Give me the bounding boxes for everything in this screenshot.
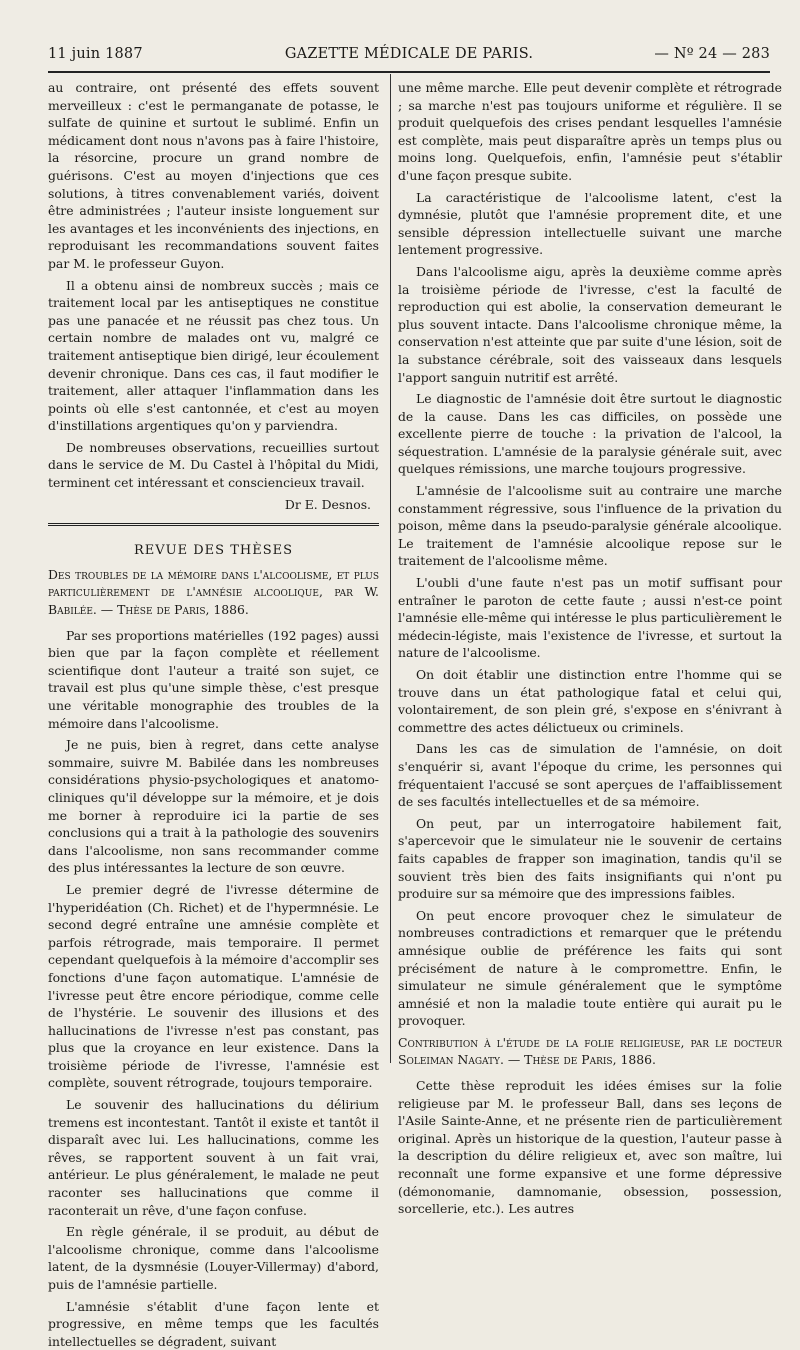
header-page-number: — Nº 24 — 283 <box>654 46 770 62</box>
column-divider <box>390 74 391 1063</box>
paragraph: La caractéristique de l'alcoolisme latent, c'est la dymnésie, plutôt que l'amnésie proprement dite, et une sensible dépression intellectuelle suivant une marche lentement progressive. <box>398 189 782 258</box>
header-date: 11 juin 1887 <box>48 46 143 62</box>
paragraph: Dans les cas de simulation de l'amnésie, on doit s'enquérir si, avant l'époque du crime, les personnes qui fréquentaient l'accusé se sont aperçues de l'affaiblissement de ses facultés intellectuelles et de sa mémoire. <box>398 741 782 810</box>
section-divider <box>48 523 379 526</box>
header-rule <box>48 71 770 73</box>
paragraph: Par ses proportions matérielles (192 pages) aussi bien que par la façon complète et réellement scientifique dont l'auteur a traité son sujet, ce travail est plus qu'une simple thèse, c'est presque une véritable monographie des troubles de la mémoire dans l'alcoolisme. <box>48 627 379 731</box>
paragraph: On peut encore provoquer chez le simulateur de nombreuses contradictions et remarquer que le prétendu amnésique oublie de préférence les faits qui sont précisément de nature à le compromettre. Enfin, le simulateur ne simule généralement que le symptôme amnésié et non la maladie toute entière qui aurait pu le provoquer. <box>398 907 782 1029</box>
paragraph: Je ne puis, bien à regret, dans cette analyse sommaire, suivre M. Babilée dans les nombreuses considérations physio-psychologiques et anatomo-cliniques qu'il développe sur la mémoire, et je dois me borner à reproduire ici la partie de ses conclusions qui a trait à la pathologie des souvenirs dans l'alcoolisme, non sans recommander comme des plus intéressantes la lecture de son œuvre. <box>48 737 379 876</box>
thesis-heading: Contribution à l'étude de la folie religieuse, par le docteur Soleiman Nagaty. — Thèse de Paris, 1886. <box>398 1034 782 1068</box>
paragraph: au contraire, ont présenté des effets souvent merveilleux : c'est le permanganate de potasse, le sulfate de quinine et surtout le sublimé. Enfin un médicament dont nous n'avons pas à faire l'histoire, la résorcine, procure un grand nombre de guérisons. C'est au moyen d'injections que ces solutions, à titres convenablement variés, doivent être administrées ; l'auteur insiste longuement sur les avantages et les inconvénients des injections, en reproduisant les recommandations souvent faites par M. le professeur Guyon. <box>48 80 379 271</box>
paragraph: Le diagnostic de l'amnésie doit être surtout le diagnostic de la cause. Dans les cas difficiles, on possède une excellente pierre de touche : la privation de l'alcool, la séquestration. L'amnésie de la paralysie générale suit, avec quelques rémissions, une marche toujours progressive. <box>398 391 782 477</box>
paragraph: Le premier degré de l'ivresse détermine de l'hyperidéation (Ch. Richet) et de l'hypermnésie. Le second degré entraîne une amnésie complète et parfois rétrograde, mais temporaire. Il permet cependant quelquefois à la mémoire d'accomplir ses fonctions d'une façon automatique. L'amnésie de l'ivresse peut être encore périodique, comme celle de l'hystérie. Le souvenir des illusions et des hallucinations de l'ivresse n'est pas constant, pas plus que la croyance en leur existence. Dans la troisième période de l'ivresse, l'amnésie est complète, souvent rétrograde, toujours temporaire. <box>48 881 379 1091</box>
paragraph: L'amnésie s'établit d'une façon lente et progressive, en même temps que les facultés intellectuelles se dégradent, suivant <box>48 1298 379 1349</box>
paragraph: On doit établir une distinction entre l'homme qui se trouve dans un état pathologique fatal et celui qui, volontairement, de son plein gré, s'expose en s'énivrant à commettre des actes délictueux ou criminels. <box>398 667 782 735</box>
paragraph: En règle générale, il se produit, au début de l'alcoolisme chronique, comme dans l'alcoolisme latent, de la dysmnésie (Louyer-Villermay) d'abord, puis de l'amnésie partielle. <box>48 1224 379 1292</box>
page-header <box>48 46 770 66</box>
paragraph: L'amnésie de l'alcoolisme suit au contraire une marche constamment régressive, sous l'influence de la privation du poison, même dans la pseudo-paralysie générale alcoolique. Le traitement de l'amnésie alcoolique repose sur le traitement de l'alcoolisme même. <box>398 483 782 569</box>
paragraph: L'oubli d'une faute n'est pas un motif suffisant pour entraîner le paroton de cette faute ; aussi n'est-ce point l'amnésie elle-même qui intéresse le plus particulièrement le médecin-légiste, mais l'existence de l'ivresse, et surtout la nature de l'alcoolisme. <box>398 575 782 661</box>
header-journal-title: GAZETTE MÉDICALE DE PARIS. <box>284 46 534 62</box>
section-title: REVUE DES THÈSES <box>134 543 293 559</box>
paragraph: De nombreuses observations, recueillies surtout dans le service de M. Du Castel à l'hôpital du Midi, terminent cet intéressant et consciencieux travail. <box>48 439 379 491</box>
signature: Dr E. Desnos. <box>284 496 371 512</box>
paragraph: Cette thèse reproduit les idées émises sur la folie religieuse par M. le professeur Ball, dans ses leçons de l'Asile Sainte-Anne, et ne présente rien de particulièrement original. Après un historique de la question, l'auteur passe à la description du délire religieux et, avec son maître, lui reconnaît une forme expansive et une forme dépressive (démonomanie, damnomanie, obsession, possession, sorcellerie, etc.). Les autres <box>398 1078 782 1217</box>
paragraph: Le souvenir des hallucinations du délirium tremens est incontestant. Tantôt il existe et tantôt il disparaît avec lui. Les hallucinations, comme les rêves, se rapportent souvent à un fait vrai, antérieur. Le plus généralement, le malade ne peut raconter ses hallucinations que comme il raconterait un rêve, d'une façon confuse. <box>48 1097 379 1218</box>
right-column <box>398 79 782 1217</box>
paragraph: Dans l'alcoolisme aigu, après la deuxième comme après la troisième période de l'ivresse, c'est la faculté de reproduction qui est abolie, la conservation demeurant le plus souvent intacte. Dans l'alcoolisme chronique même, la conservation n'est atteinte que par suite d'une lésion, soit de la substance cérébrale, soit des vaisseaux dans lesquels l'apport sanguin nutritif est arrêté. <box>398 263 782 385</box>
thesis-heading: Des troubles de la mémoire dans l'alcoolisme, et plus particulièrement de l'amnésie alcoolique, par W. Babilée. — Thèse de Paris, 1886. <box>48 566 379 618</box>
left-column <box>48 79 379 1349</box>
paragraph: On peut, par un interrogatoire habilement fait, s'apercevoir que le simulateur nie le souvenir de certains faits capables de frapper son imagination, tandis qu'il se souvient très bien des faits insignifiants qui n'ont pu produire sur sa mémoire que des impressions faibles. <box>398 815 782 902</box>
paragraph: une même marche. Elle peut devenir complète et rétrograde ; sa marche n'est pas toujours uniforme et régulière. Il se produit quelquefois des crises pendant lesquelles l'amnésie est complète, mais peut disparaître après un temps plus ou moins long. Quelquefois, enfin, l'amnésie peut s'établir d'une façon presque subite. <box>398 80 782 183</box>
paragraph: Il a obtenu ainsi de nombreux succès ; mais ce traitement local par les antiseptiques ne constitue pas une panacée et ne réussit pas chez tous. Un certain nombre de malades ont vu, malgré ce traitement antiseptique bien dirigé, leur écoulement devenir chronique. Dans ces cas, il faut modifier le traitement, aller attaquer l'inflammation dans les points où elle s'est cantonnée, et c'est au moyen d'instillations argentiques qu'on y parviendra. <box>48 277 379 434</box>
